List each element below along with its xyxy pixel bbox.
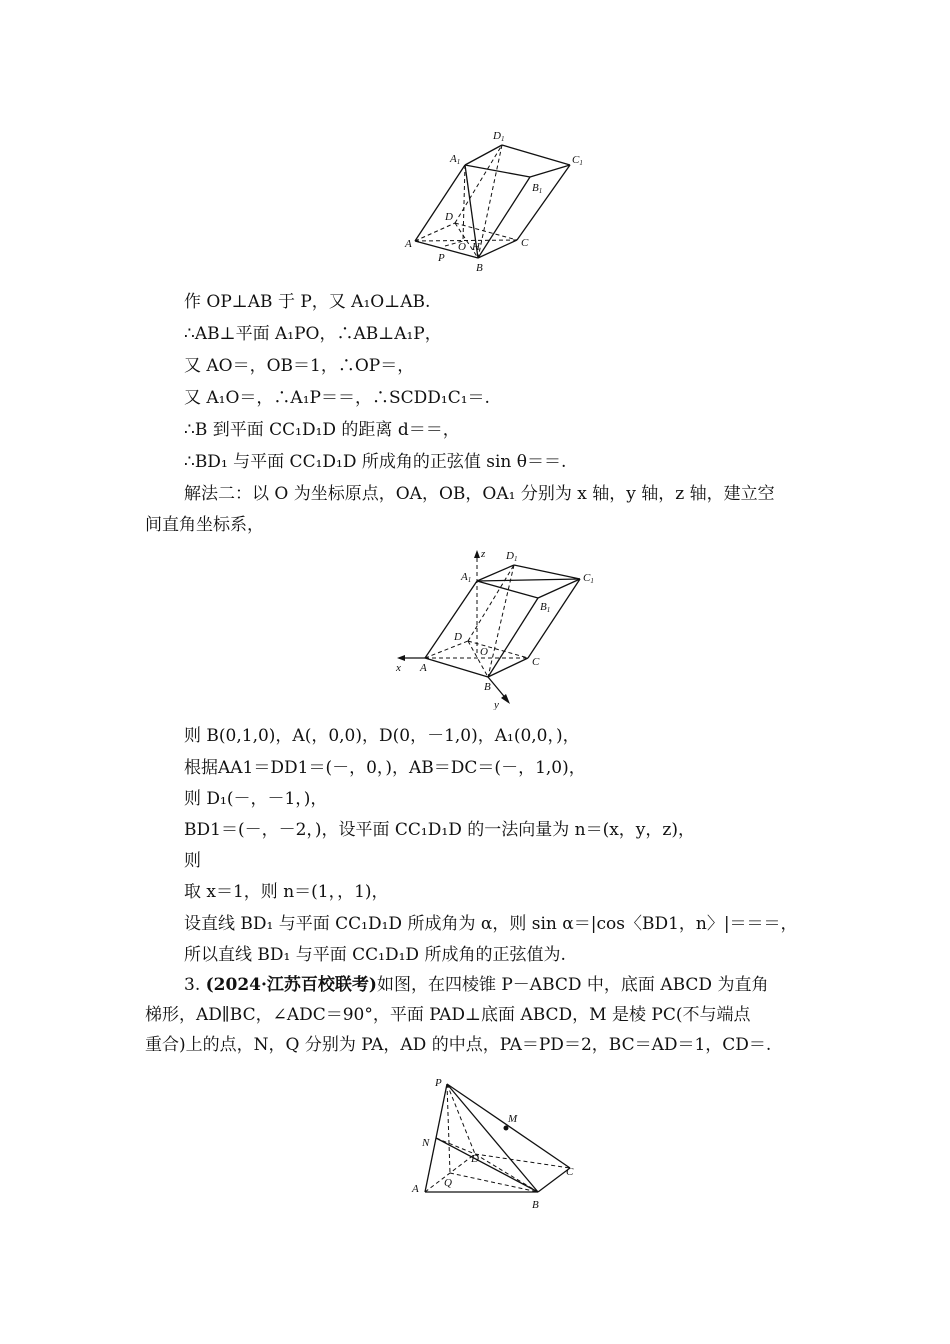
solution-line: 又 AO＝，OB＝1，∴OP＝， — [184, 356, 415, 376]
label-A: A — [420, 662, 427, 674]
solution-line: 则 — [184, 851, 201, 871]
solution-line: ∴BD₁ 与平面 CC₁D₁D 所成角的正弦值 sin θ＝＝. — [184, 452, 567, 472]
label-C1: C1 — [583, 572, 594, 585]
label-P: P — [435, 1077, 442, 1089]
method2-line: 解法二：以 O 为坐标原点，OA，OB，OA₁ 分别为 x 轴，y 轴，z 轴，建立空 — [184, 484, 775, 504]
label-C: C — [521, 237, 529, 249]
solution-line: ∴AB⊥平面 A₁PO，∴AB⊥A₁P， — [184, 324, 442, 344]
problem-text: 如图，在四棱锥 P－ABCD 中，底面 ABCD 为直角 — [376, 975, 769, 995]
solution-line: 所以直线 BD₁ 与平面 CC₁D₁D 所成角的正弦值为. — [184, 945, 566, 965]
label-D: D — [454, 631, 462, 643]
label-Q: Q — [444, 1177, 452, 1189]
label-P: P — [438, 252, 445, 264]
figure-pyramid — [400, 1072, 590, 1212]
solution-line: 作 OP⊥AB 于 P，又 A₁O⊥AB. — [184, 292, 431, 312]
label-N: N — [422, 1137, 430, 1149]
label-C: C — [532, 656, 540, 668]
figure-coordinate-system — [390, 545, 610, 710]
label-A1: A1 — [461, 571, 472, 584]
label-D1: D1 — [506, 550, 518, 563]
label-x: x — [396, 662, 401, 674]
label-A: A — [412, 1183, 419, 1195]
solution-line: 又 A₁O＝，∴A₁P＝＝，∴SCDD₁C₁＝. — [184, 388, 490, 408]
problem-3-line-3: 重合)上的点，N，Q 分别为 PA，AD 的中点，PA＝PD＝2，BC＝AD＝1，CD＝. — [145, 1035, 772, 1055]
label-B1: B1 — [540, 601, 551, 614]
solution-line: 设直线 BD₁ 与平面 CC₁D₁D 所成角为 α，则 sin α＝|cos〈BD1，n〉|＝＝＝， — [184, 914, 798, 934]
label-y: y — [494, 699, 499, 710]
problem-3-line-1 — [145, 970, 807, 1000]
figure-parallelepiped-1 — [400, 125, 590, 275]
label-H: H — [472, 241, 480, 253]
label-A: A — [405, 238, 412, 250]
problem-number: 3. — [184, 975, 201, 995]
label-C: C — [566, 1166, 574, 1178]
solution-line: 取 x＝1，则 n＝(1，，1)， — [184, 882, 389, 902]
problem-3 — [145, 970, 807, 1060]
label-A1: A1 — [450, 153, 461, 166]
label-M: M — [508, 1113, 518, 1125]
label-z: z — [481, 548, 486, 560]
label-O: O — [480, 646, 488, 658]
label-B: B — [532, 1199, 539, 1211]
label-O: O — [458, 241, 466, 253]
problem-3-line-2: 梯形，AD∥BC，∠ADC＝90°，平面 PAD⊥底面 ABCD，M 是棱 PC(不与端点 — [145, 1005, 751, 1025]
label-D1: D1 — [493, 130, 505, 143]
label-B1: B1 — [532, 182, 543, 195]
label-B: B — [484, 681, 491, 693]
solution-line: 则 B(0,1,0)，A(，0,0)，D(0，－1,0)，A₁(0,0，)， — [184, 726, 580, 746]
label-C1: C1 — [572, 154, 583, 167]
label-D: D — [471, 1153, 479, 1165]
label-B: B — [476, 262, 483, 274]
solution-line: BD1＝(－，－2，)，设平面 CC₁D₁D 的一法向量为 n＝(x，y，z)， — [184, 820, 695, 840]
method2-line: 间直角坐标系， — [145, 515, 264, 535]
solution-line: 根据AA1＝DD1＝(－，0，)，AB＝DC＝(－，1,0)， — [184, 758, 586, 778]
solution-line: ∴B 到平面 CC₁D₁D 的距离 d＝＝， — [184, 420, 460, 440]
problem-source: (2024·江苏百校联考) — [205, 975, 377, 995]
label-D: D — [445, 211, 453, 223]
solution-line: 则 D₁(－，－1，)， — [184, 789, 328, 809]
